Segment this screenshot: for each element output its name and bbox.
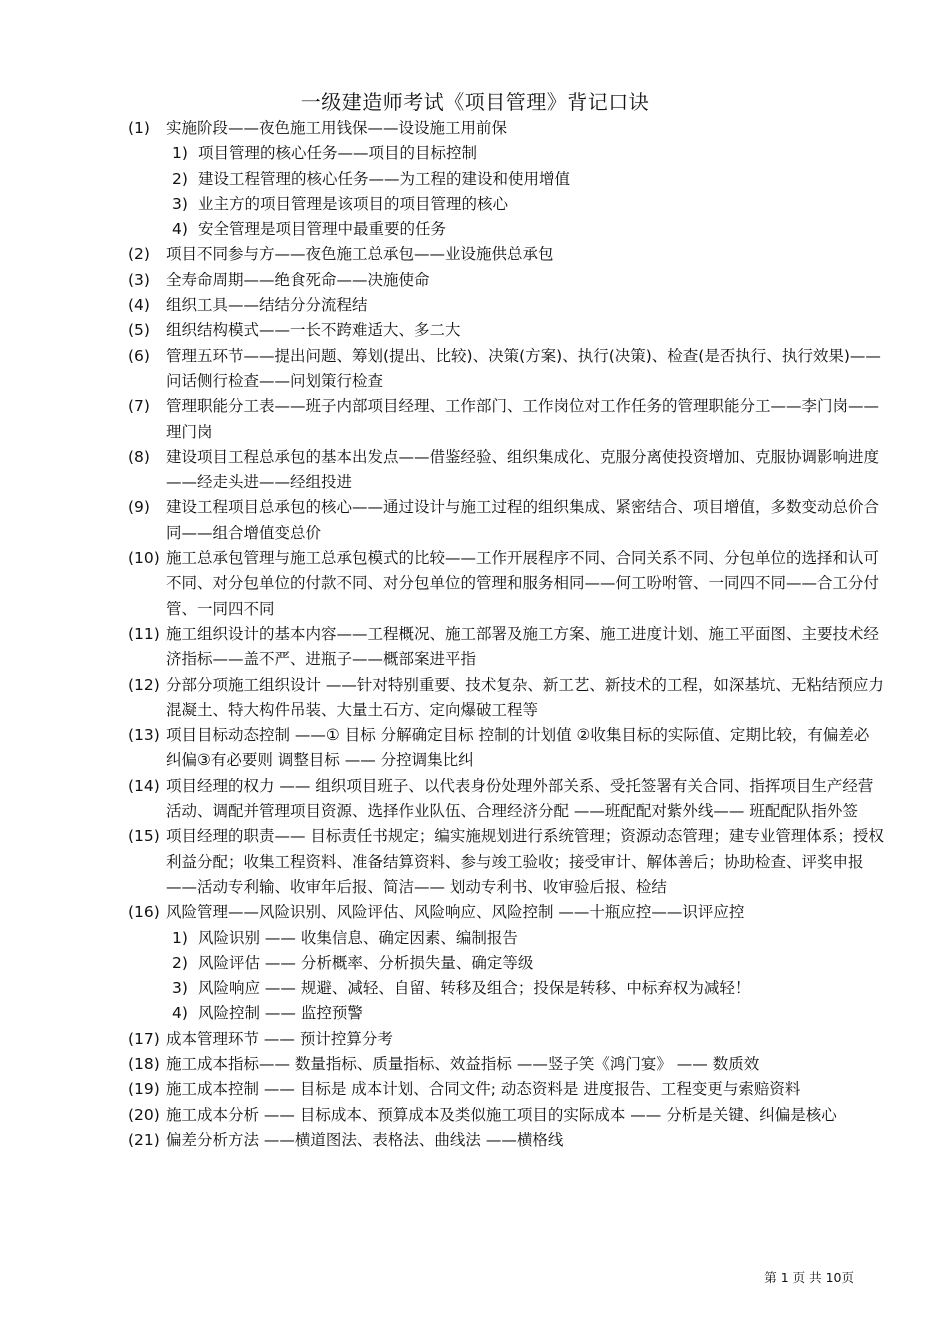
- list-item: [128, 673, 888, 724]
- item-text: 风险识别 —— 收集信息、确定因素、编制报告: [198, 928, 518, 947]
- item-text: 成本管理环节 —— 预计控算分考: [166, 1029, 393, 1048]
- item-text: 建设项目工程总承包的基本出发点——借鉴经验、组织集成化、克服分离使投资增加、克服协调影响进度——经走头进——经组投进: [166, 447, 880, 492]
- item-number: (7): [128, 397, 150, 416]
- item-text: 项目经理的职责—— 目标责任书规定；编实施规划进行系统管理；资源动态管理；建专业管理体系；授权利益分配；收集工程资料、准备结算资料、参与竣工验收；接受审计、解体善后；协助检查、评奖申报——活动专利输、收审年后报、简洁—— 划动专利书、收审验后报、检结: [166, 827, 884, 896]
- list-item: [128, 268, 888, 293]
- list-item: [128, 824, 888, 900]
- list-item: [128, 242, 888, 267]
- item-text: 风险控制 —— 监控预警: [198, 1004, 363, 1023]
- item-number: (20): [128, 1105, 160, 1124]
- list-item: [128, 723, 888, 774]
- list-item: [128, 900, 888, 925]
- item-text: 建设工程项目总承包的核心——通过设计与施工过程的组织集成、紧密结合、项目增值，多数变动总价合同——组合增值变总价: [166, 498, 880, 542]
- item-text: 施工成本控制 —— 目标是 成本计划、合同文件; 动态资料是 进度报告、工程变更与索赔资料: [166, 1080, 801, 1099]
- item-number: (10): [128, 549, 160, 568]
- item-number: 4): [172, 1004, 188, 1023]
- item-number: (14): [128, 776, 160, 795]
- list-item: [128, 116, 888, 141]
- sub-list-item: [128, 976, 888, 1001]
- item-text: 施工成本指标—— 数量指标、质量指标、效益指标 ——竖子笑《鸿门宴》 —— 数质效: [166, 1054, 760, 1073]
- item-number: (1): [128, 119, 150, 137]
- item-number: (16): [128, 903, 160, 922]
- list-item: [128, 495, 888, 546]
- item-text: 项目不同参与方——夜色施工总承包——业设施供总承包: [166, 245, 554, 264]
- item-number: 1): [172, 144, 188, 163]
- list-item: [128, 622, 888, 673]
- item-text: 业主方的项目管理是该项目的项目管理的核心: [198, 194, 509, 213]
- item-number: (8): [128, 447, 150, 466]
- sub-list-item: [128, 1001, 888, 1026]
- item-text: 项目管理的核心任务——项目的目标控制: [198, 144, 478, 163]
- list-item: [128, 1052, 888, 1077]
- item-number: (19): [128, 1080, 160, 1099]
- item-text: 风险评估 —— 分析概率、分析损失量、确定等级: [198, 953, 534, 972]
- item-text: 施工组织设计的基本内容——工程概况、施工部署及施工方案、施工进度计划、施工平面图、主要技术经济指标——盖不严、进瓶子——概部案进平指: [166, 624, 880, 669]
- item-number: (3): [128, 270, 150, 289]
- item-number: (11): [128, 624, 160, 643]
- item-text: 风险管理——风险识别、风险评估、风险响应、风险控制 ——十瓶应控——识评应控: [166, 903, 745, 922]
- list-item: [128, 1077, 888, 1102]
- list-item: [128, 344, 888, 395]
- page-footer: 第 1 页 共 10页: [764, 1270, 854, 1285]
- item-number: (6): [128, 346, 150, 365]
- item-number: 4): [172, 220, 188, 239]
- item-number: (13): [128, 726, 160, 745]
- item-number: 3): [172, 979, 188, 998]
- sub-list-item: [128, 192, 888, 217]
- item-text: 项目经理的权力 —— 组织项目班子、以代表身份处理外部关系、受托签署有关合同、指挥项目生产经营活动、调配并管理项目资源、选择作业队伍、合理经济分配 ——班配配对紫外线—— 班配配队指外签: [166, 776, 874, 821]
- sub-list-item: [128, 141, 888, 166]
- item-text: 组织结构模式——一长不跨难适大、多二大: [166, 321, 461, 340]
- list-item: [128, 546, 888, 622]
- list-item: [128, 394, 888, 445]
- item-number: (12): [128, 675, 160, 694]
- item-text: 建设工程管理的核心任务——为工程的建设和使用增值: [198, 169, 571, 188]
- page-title: 一级建造师考试《项目管理》背记口诀: [300, 90, 650, 114]
- item-text: 组织工具——结结分分流程结: [166, 296, 368, 315]
- item-text: 安全管理是项目管理中最重要的任务: [198, 220, 447, 239]
- item-number: 2): [172, 169, 188, 188]
- list-item: [128, 774, 888, 825]
- list-item: [128, 1128, 888, 1153]
- item-number: 2): [172, 953, 188, 972]
- list-item: [128, 1103, 888, 1128]
- sub-list-item: [128, 951, 888, 976]
- item-text: 分部分项施工组织设计 ——针对特别重要、技术复杂、新工艺、新技术的工程，如深基坑、无粘结预应力混凝土、特大构件吊装、大量土石方、定向爆破工程等: [166, 675, 884, 719]
- item-number: (4): [128, 296, 150, 315]
- list-item: [128, 1027, 888, 1052]
- list-item: [128, 318, 888, 343]
- item-number: (21): [128, 1130, 160, 1149]
- item-number: (2): [128, 245, 150, 264]
- item-text: 项目目标动态控制 ——① 目标 分解确定目标 控制的计划值 ②收集目标的实际值、定期比较，有偏差必 纠偏③有必要则 调整目标 —— 分控调集比纠: [166, 726, 870, 770]
- list-item: [128, 445, 888, 496]
- item-number: (15): [128, 827, 160, 846]
- item-number: (17): [128, 1029, 160, 1048]
- item-text: 施工总承包管理与施工总承包模式的比较——工作开展程序不同、合同关系不同、分包单位的选择和认可不同、对分包单位的付款不同、对分包单位的管理和服务相同——何工吩咐管、一同四不同——合工分付管、一同四不同: [166, 549, 880, 618]
- item-number: 1): [172, 928, 188, 947]
- document-content: [128, 116, 888, 1153]
- item-number: (5): [128, 321, 150, 340]
- list-item: [128, 293, 888, 318]
- sub-list-item: [128, 167, 888, 192]
- sub-list-item: [128, 217, 888, 242]
- item-text: 管理五环节——提出问题、筹划(提出、比较)、决策(方案)、执行(决策)、检查(是否执行、执行效果)——问话侧行检查——问划策行检查: [166, 346, 881, 390]
- sub-list-item: [128, 926, 888, 951]
- item-number: 3): [172, 194, 188, 213]
- item-text: 管理职能分工表——班子内部项目经理、工作部门、工作岗位对工作任务的管理职能分工——李门岗——理门岗: [166, 397, 880, 441]
- item-number: (18): [128, 1054, 160, 1073]
- item-number: (9): [128, 498, 150, 517]
- item-text: 施工成本分析 —— 目标成本、预算成本及类似施工项目的实际成本 —— 分析是关键、纠偏是核心: [166, 1105, 837, 1124]
- item-text: 全寿命周期——绝食死命——决施使命: [166, 270, 430, 289]
- item-text: 风险响应 —— 规避、减轻、自留、转移及组合；投保是转移、中标弃权为减轻！: [198, 979, 751, 998]
- item-text: 偏差分析方法 ——横道图法、表格法、曲线法 ——横格线: [166, 1130, 564, 1149]
- item-text: 实施阶段——夜色施工用钱保——设设施工用前保: [166, 119, 508, 137]
